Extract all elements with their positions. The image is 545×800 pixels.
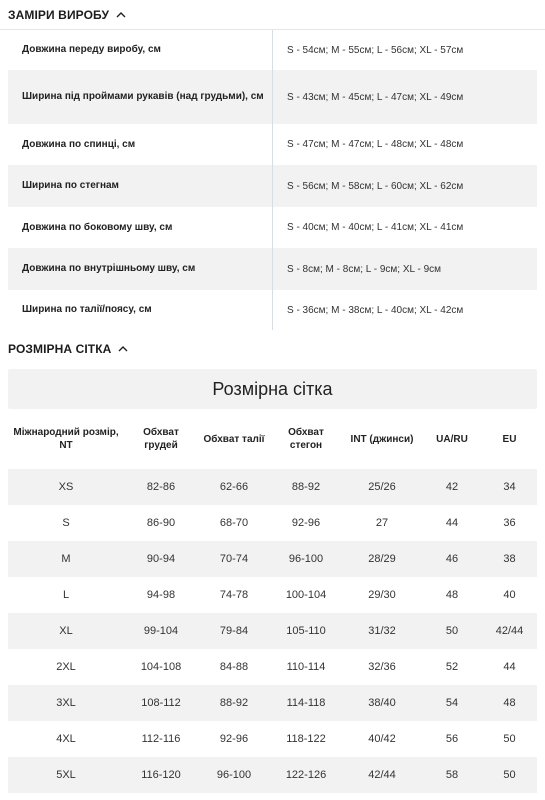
table-cell: XS — [8, 469, 124, 505]
table-cell: 88-92 — [198, 685, 270, 721]
table-cell: 4XL — [56, 733, 76, 745]
measurement-label: Довжина по спинці, см — [22, 138, 136, 150]
measurement-row — [8, 165, 537, 207]
size-table — [8, 409, 537, 793]
table-row — [8, 577, 537, 613]
measurement-value: S - 47см; M - 47см; L - 48см; XL - 48см — [287, 139, 464, 150]
table-cell: 70-74 — [198, 541, 270, 577]
size-table-body — [8, 469, 537, 793]
column-header: Обхват грудей — [143, 427, 179, 451]
table-cell: 54 — [422, 685, 482, 721]
measurement-row — [8, 290, 537, 330]
table-cell: 2XL — [56, 661, 76, 673]
table-cell: 38 — [482, 541, 537, 577]
table-cell: 104-108 — [140, 661, 182, 673]
table-cell: 108-112 — [124, 685, 198, 721]
table-row — [8, 469, 537, 505]
table-cell: 99-104 — [124, 613, 198, 649]
measurement-label: Довжина переду виробу, см — [22, 44, 161, 55]
table-cell: 25/26 — [342, 469, 422, 505]
table-cell: 62-66 — [198, 469, 270, 505]
table-cell: 34 — [482, 469, 537, 505]
table-cell: 94-98 — [146, 589, 176, 601]
size-grid-toggle[interactable] — [8, 339, 129, 359]
measurement-value: S - 54см; M - 55см; L - 56см; XL - 57см — [287, 44, 464, 56]
table-row — [8, 721, 537, 757]
table-row — [8, 757, 537, 793]
chevron-up-icon — [115, 9, 127, 21]
chevron-up-icon — [117, 343, 129, 355]
measurement-row — [8, 124, 537, 165]
table-cell: 40/42 — [368, 733, 396, 745]
measurement-value: S - 36см; M - 38см; L - 40см; XL - 42см — [287, 304, 464, 316]
column-header: UA/RU — [436, 433, 468, 445]
table-cell: 58 — [422, 757, 482, 793]
table-row — [8, 685, 537, 721]
size-grid-section-title: РОЗМІРНА СІТКА — [8, 342, 112, 356]
measurement-row — [8, 30, 537, 70]
table-cell: 3XL — [8, 685, 124, 721]
measurement-value: S - 56см; M - 58см; L - 60см; XL - 62см — [287, 180, 464, 192]
table-cell: 32/36 — [368, 661, 396, 673]
measurements-table — [8, 30, 537, 330]
column-header: Обхват стегон — [288, 427, 324, 451]
measurement-label: Ширина по стегнам — [22, 180, 119, 191]
measurement-value: S - 43см; M - 45см; L - 47см; XL - 49см — [287, 91, 464, 103]
table-cell: 118-122 — [286, 733, 326, 745]
table-cell: 96-100 — [270, 541, 342, 577]
table-cell: 92-96 — [291, 517, 321, 529]
table-cell: 68-70 — [219, 517, 249, 529]
measurement-value: S - 40см; M - 40см; L - 41см; XL - 41см — [287, 222, 464, 233]
table-cell: 90-94 — [124, 541, 198, 577]
table-cell: 88-92 — [270, 469, 342, 505]
table-cell: 96-100 — [198, 757, 270, 793]
measurements-toggle[interactable] — [8, 5, 127, 25]
table-cell: 44 — [445, 517, 459, 529]
size-table-header — [8, 409, 537, 469]
table-cell: 84-88 — [219, 661, 249, 673]
table-cell: 50 — [503, 733, 516, 745]
table-cell: 46 — [422, 541, 482, 577]
table-cell: 122-126 — [270, 757, 342, 793]
table-cell: 79-84 — [198, 613, 270, 649]
column-header: Міжнародний розмір, NT — [13, 427, 119, 451]
table-cell: 28/29 — [342, 541, 422, 577]
table-cell: 112-116 — [141, 733, 181, 745]
table-cell: XL — [8, 613, 124, 649]
column-header: Обхват талії — [203, 433, 265, 445]
table-cell: 27 — [375, 517, 389, 529]
measurement-label: Ширина по талії/поясу, см — [22, 304, 152, 315]
column-header: INT (джинси) — [350, 433, 414, 445]
table-cell: 36 — [503, 517, 516, 529]
table-cell: 116-120 — [124, 757, 198, 793]
table-cell: 110-114 — [286, 661, 326, 673]
table-cell: 52 — [445, 661, 459, 673]
table-cell: 38/40 — [342, 685, 422, 721]
measurement-value: S - 8см; M - 8см; L - 9см; XL - 9см — [287, 263, 442, 275]
measurement-label: Довжина по боковому шву, см — [22, 221, 173, 233]
measurement-row — [8, 70, 537, 124]
table-row — [8, 649, 537, 685]
table-cell: 74-78 — [219, 589, 249, 601]
table-cell: 100-104 — [285, 589, 327, 601]
table-cell: 82-86 — [124, 469, 198, 505]
table-row — [8, 505, 537, 541]
table-cell: 31/32 — [342, 613, 422, 649]
table-cell: 50 — [482, 757, 537, 793]
table-cell: 114-118 — [270, 685, 342, 721]
table-cell: 42/44 — [342, 757, 422, 793]
table-cell: 56 — [445, 733, 459, 745]
table-cell: 50 — [422, 613, 482, 649]
table-cell: 29/30 — [368, 589, 396, 601]
table-cell: 42/44 — [482, 613, 537, 649]
table-cell: 44 — [503, 661, 516, 673]
column-header: EU — [502, 433, 517, 445]
table-row — [8, 541, 537, 577]
table-cell: 86-90 — [146, 517, 176, 529]
table-cell: 105-110 — [270, 613, 342, 649]
measurement-label: Ширина під проймами рукавів (над грудьми), см — [22, 91, 264, 102]
measurement-row — [8, 248, 537, 290]
table-row — [8, 613, 537, 649]
table-cell: 48 — [445, 589, 459, 601]
table-cell: L — [62, 589, 70, 601]
size-grid-title: Розмірна сітка — [8, 369, 537, 409]
table-cell: 42 — [422, 469, 482, 505]
size-grid — [8, 369, 537, 793]
table-cell: S — [62, 517, 70, 529]
table-cell: M — [8, 541, 124, 577]
measurement-row — [8, 207, 537, 248]
table-cell: 48 — [482, 685, 537, 721]
table-cell: 92-96 — [219, 733, 249, 745]
measurement-label: Довжина по внутрішньому шву, см — [22, 263, 196, 274]
table-cell: 40 — [503, 589, 516, 601]
table-cell: 5XL — [8, 757, 124, 793]
measurements-title: ЗАМІРИ ВИРОБУ — [8, 8, 110, 22]
